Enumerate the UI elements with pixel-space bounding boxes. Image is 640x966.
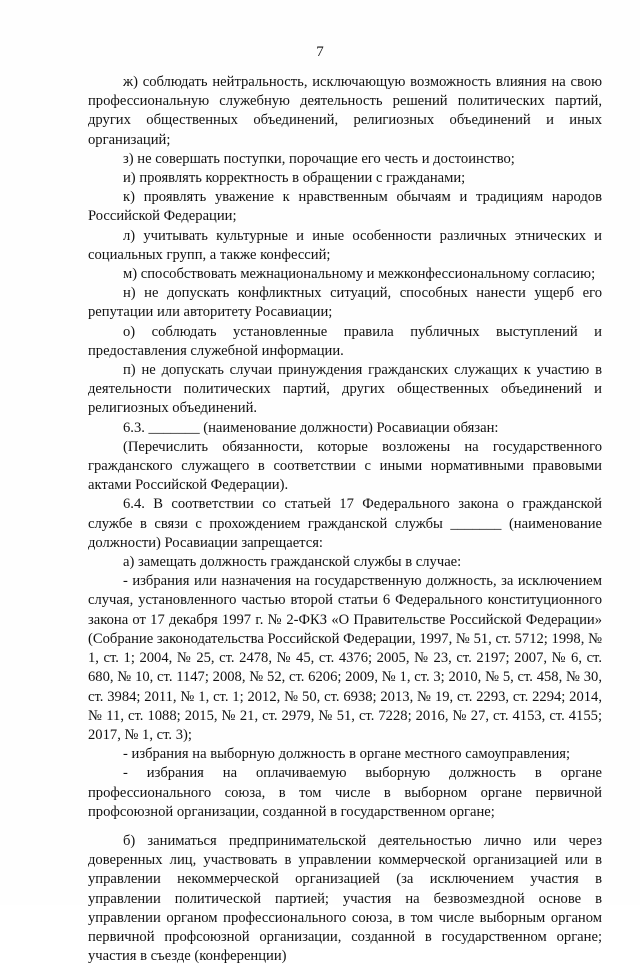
paragraph-m: м) способствовать межнациональному и межконфессиональному согласию; [123, 266, 596, 283]
list-item-trade-union: - избрания на оплачиваемую выборную должность в органе профессионального союза, в том числе в выборном органе первичной профсоюзной организации, созданной в государственном органе; [88, 765, 602, 820]
list-item-local-government: - избрания на выборную должность в органе местного самоуправления; [123, 746, 571, 763]
paragraph-i: и) проявлять корректность в обращении с гражданами; [123, 170, 466, 187]
paragraph-b: б) заниматься предпринимательской деятельностью лично или через доверенных лиц, участвовать в управлении коммерческой организацией или в управлении некоммерческой организацией (за исключением участия в управлении политической партией; участия на безвозмездной основе в управлении органом профессионального союза, в том числе выборным органом первичной профсоюзной организации, созданной в государственном органе; участия в съезде (конференции) [88, 832, 602, 965]
list-item-state-position: - избрания или назначения на государственную должность, за исключением случая, установленного частью второй статьи 6 Федерального конституционного закона от 17 декабря 1997 г. № 2-ФКЗ «О Правительстве Российской Федерации» (Собрание законодательства Российской Федерации, 1997, № 51, ст. 5712; 1998, № 1, ст. 1; 2004, № 25, ст. 2478, № 45, ст. 4376; 2005, № 23, ст. 2197; 2007, № 6, ст. 680, № 10, ст. 1147; 2008, № 52, ст. 6206; 2009, № 1, ст. 3; 2010, № 5, ст. 458, № 30, ст. 3984; 2011, № 1, ст. 1; 2012, № 50, ст. 6938; 2013, № 19, ст. 2293, ст. 2294; 2014, № 11, ст. 1088; 2015, № 21, ст. 2979, № 51, ст. 7228; 2016, № 27, ст. 4153, ст. 4155; 2017, № 1, ст. 3); [88, 573, 602, 743]
paragraph-p: п) не допускать случаи принуждения гражданских служащих к участию в деятельности политических партий, других общественных объединений и религиозных объединений. [88, 362, 602, 417]
page-number: 7 [316, 44, 324, 60]
paragraph-o: о) соблюдать установленные правила публичных выступлений и предоставления служебной информации. [88, 323, 602, 359]
document-body [88, 73, 602, 966]
section-6-4: 6.4. В соответствии со статьей 17 Федерального закона о гражданской службе в связи с прохождением гражданской службы _______ (наименование должности) Росавиации запрещается: [88, 496, 602, 551]
paragraph-zh: ж) соблюдать нейтральность, исключающую возможность влияния на свою профессиональную служебную деятельность решений политических партий, других общественных объединений, религиозных объединений и иных организаций; [88, 74, 602, 148]
paragraph-n: н) не допускать конфликтных ситуаций, способных нанести ущерб его репутации или авторитету Росавиации; [88, 285, 602, 321]
section-6-3-note: (Перечислить обязанности, которые возложены на государственного гражданского служащего в соответствии с иными нормативными правовыми актами Российской Федерации). [88, 438, 602, 494]
paragraph-spacer [88, 822, 602, 832]
paragraph-z: з) не совершать поступки, порочащие его честь и достоинство; [123, 150, 515, 167]
paragraph-l: л) учитывать культурные и иные особенности различных этнических и социальных групп, а также конфессий; [88, 227, 602, 263]
section-6-3: 6.3. _______ (наименование должности) Росавиации обязан: [123, 419, 499, 436]
paragraph-a: а) замещать должность гражданской службы в случае: [123, 554, 462, 571]
paragraph-k: к) проявлять уважение к нравственным обычаям и традициям народов Российской Федерации; [88, 189, 602, 225]
